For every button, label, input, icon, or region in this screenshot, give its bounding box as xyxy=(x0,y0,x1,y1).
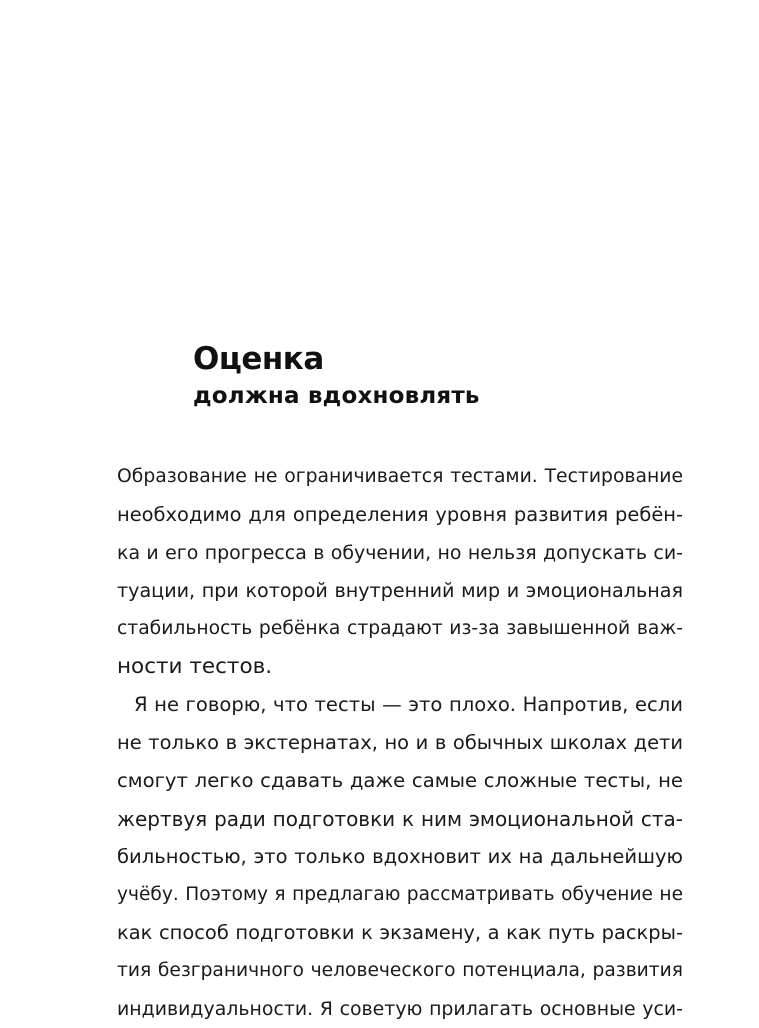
chapter-title xyxy=(193,338,613,412)
text-line: стабильность ребёнка страдают из-за завышенной важ- xyxy=(117,618,683,639)
paragraph-2 xyxy=(117,686,683,1028)
text-line: Я не говорю, что тесты — это плохо. Напротив, если xyxy=(134,693,683,716)
text-line: не только в экстернатах, но и в обычных школах дети xyxy=(117,731,683,754)
chapter-title-line-2: должна вдохновлять xyxy=(193,383,480,409)
paragraph-1 xyxy=(117,458,683,686)
text-line: туации, при которой внутренний мир и эмоциональная xyxy=(117,579,683,602)
text-line: ности тестов. xyxy=(117,654,273,679)
text-line: учёбу. Поэтому я предлагаю рассматривать обучение не xyxy=(117,884,683,905)
text-line: смогут легко сдавать даже самые сложные тесты, не xyxy=(117,769,683,792)
text-line: как способ подготовки к экзамену, а как путь раскры- xyxy=(117,921,683,944)
text-line: Образование не ограничивается тестами. Тестирование xyxy=(117,466,683,487)
text-line: бильностью, это только вдохновит их на дальнейшую xyxy=(117,845,683,868)
chapter-title-line-1: Оценка xyxy=(193,341,324,377)
text-line: жертвуя ради подготовки к ним эмоциональной ста- xyxy=(117,807,683,831)
body-text xyxy=(117,458,683,1028)
text-line: ка и его прогресса в обучении, но нельзя допускать си- xyxy=(117,542,683,564)
text-line: тия безграничного человеческого потенциала, развития xyxy=(117,960,683,981)
text-line: индивидуальности. Я советую прилагать основные уси- xyxy=(117,998,683,1020)
text-line: необходимо для определения уровня развития ребён- xyxy=(117,503,683,526)
